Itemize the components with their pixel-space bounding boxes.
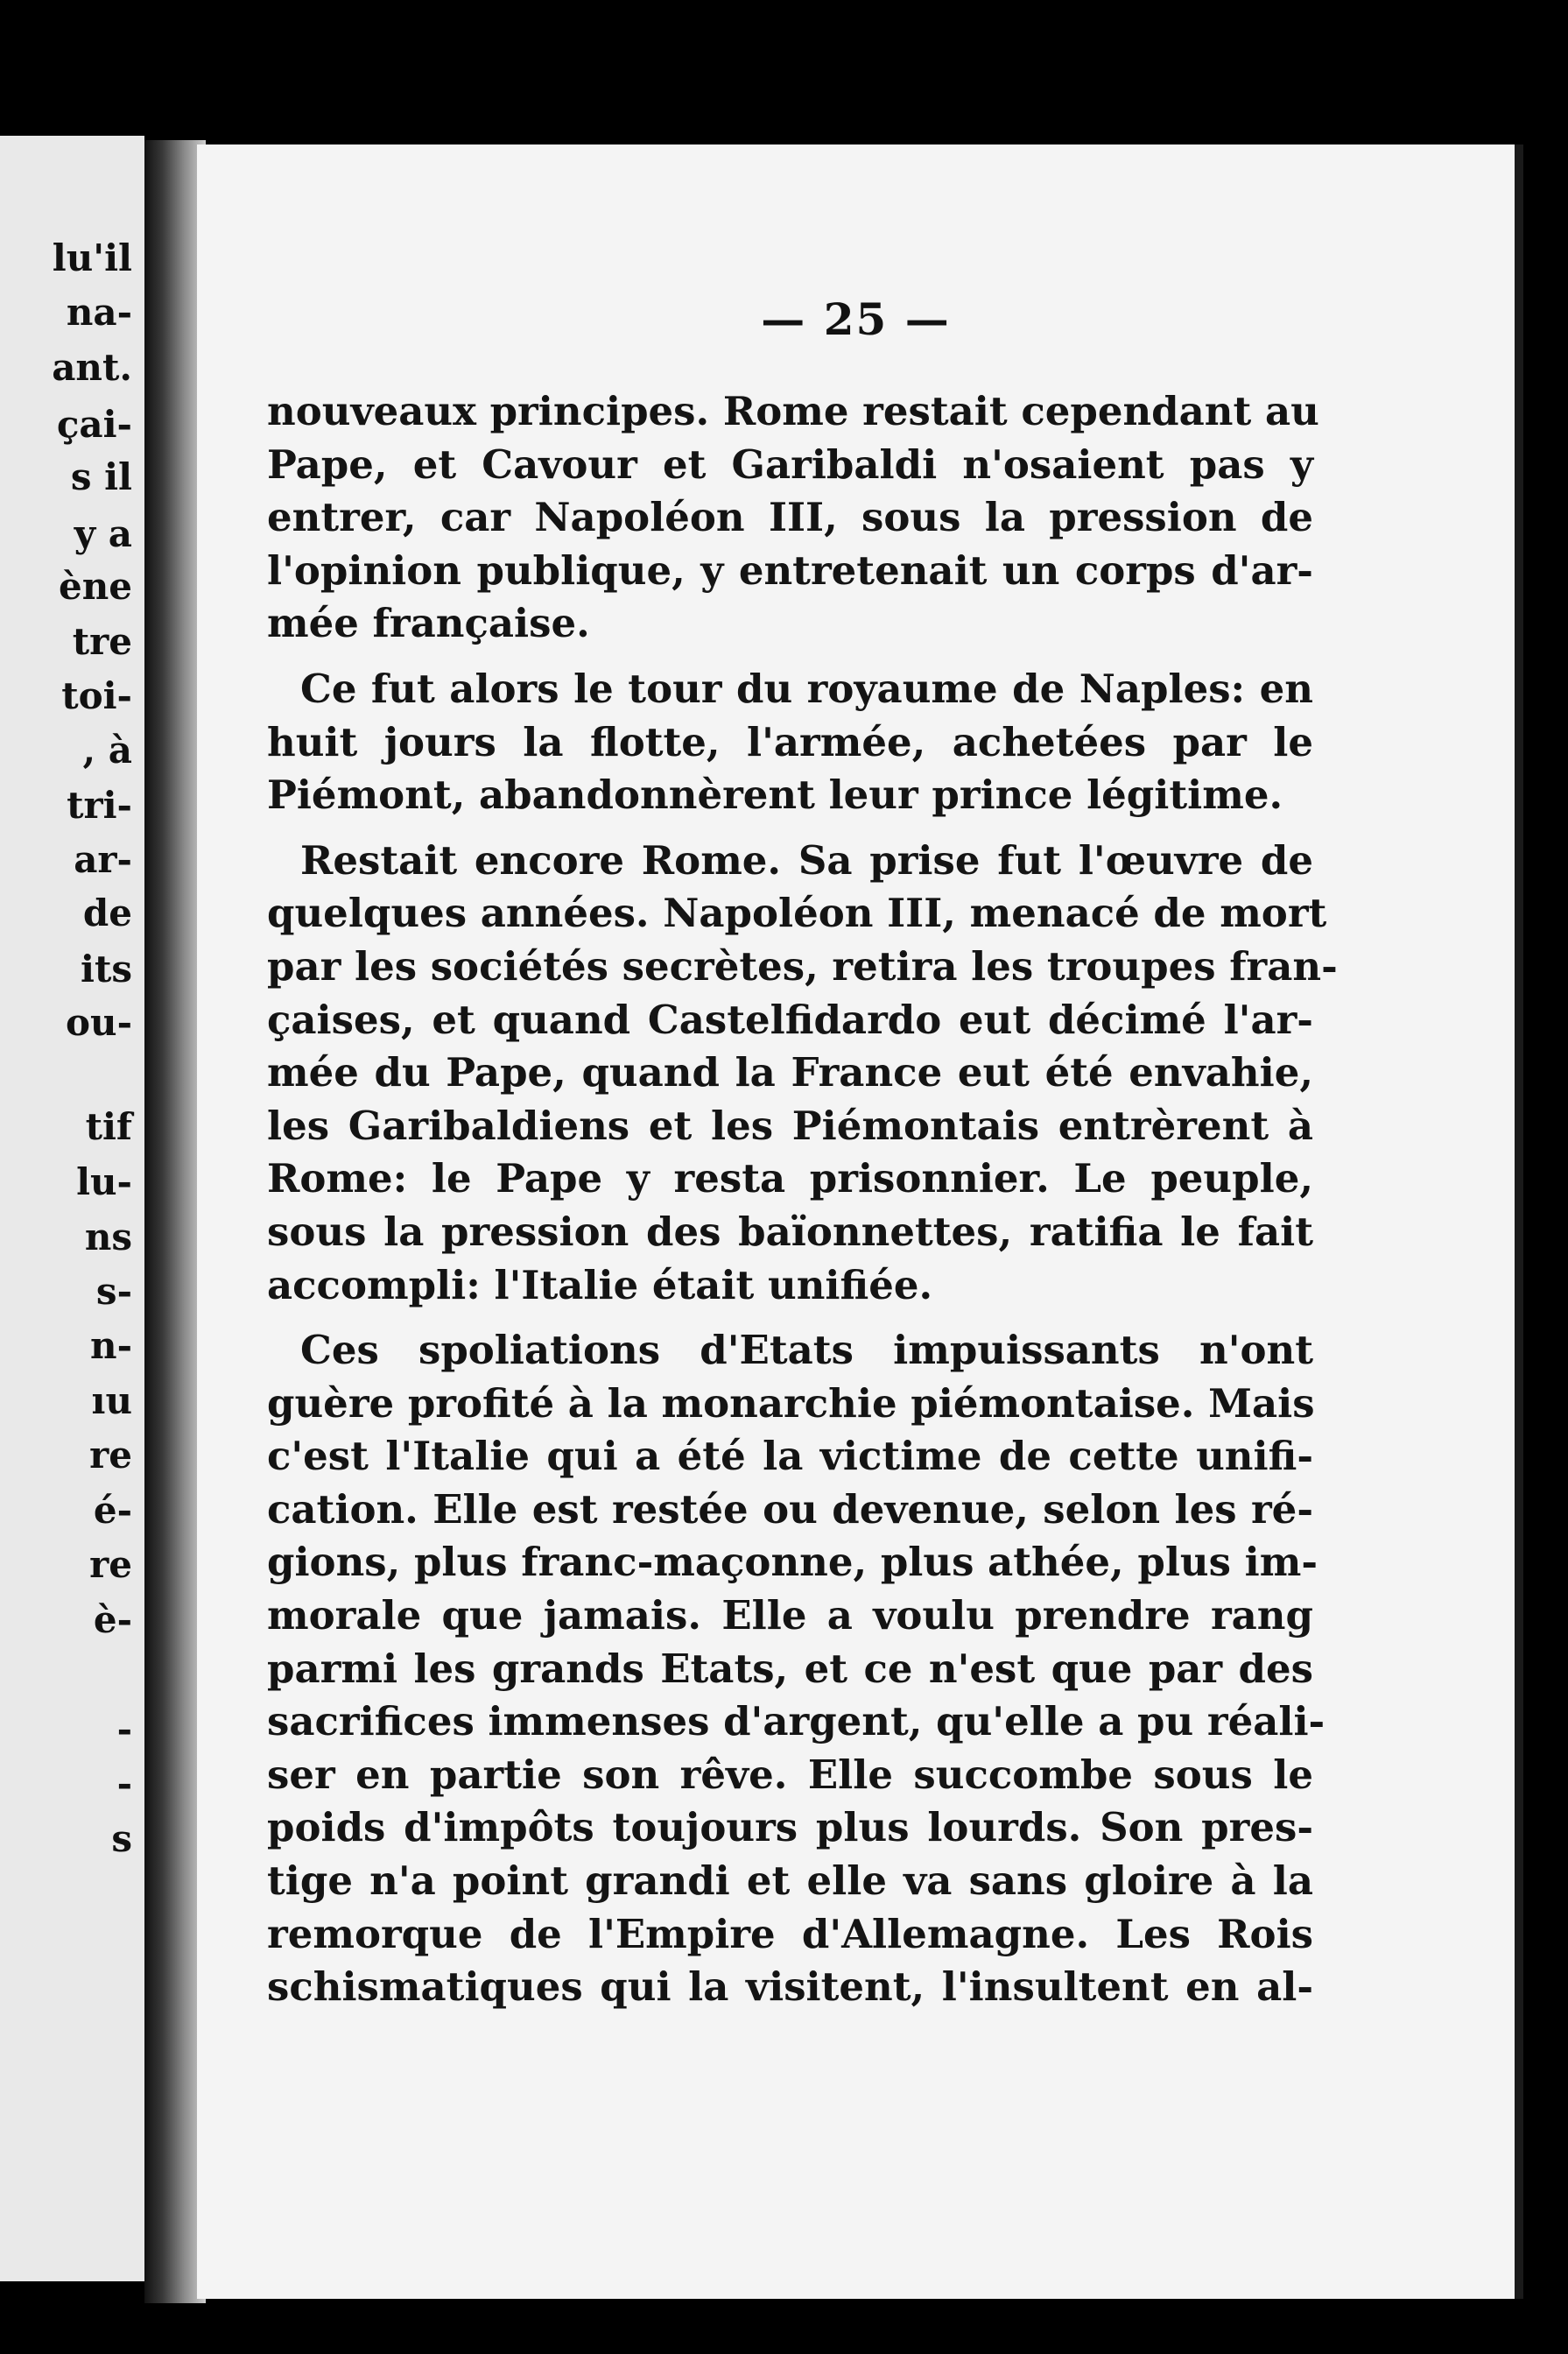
paragraph-gap xyxy=(267,1312,1313,1324)
facing-page-line: lu'il xyxy=(52,236,132,279)
page-text xyxy=(267,385,1338,2014)
paragraph-line: entrer, car Napoléon III, sous la pression de xyxy=(267,494,1313,541)
paragraph-line: sacrifices immenses d'argent, qu'elle a pu réali- xyxy=(267,1698,1325,1745)
facing-page-line: toi- xyxy=(61,674,132,717)
facing-page-fragment xyxy=(0,136,144,2281)
facing-page-line: tri- xyxy=(67,784,132,827)
paragraph-line: accompli: l'Italie était unifiée. xyxy=(267,1261,933,1308)
paragraph-line: mée du Pape, quand la France eut été envahie, xyxy=(267,1049,1313,1096)
paragraph-line: ser en partie son rêve. Elle succombe sous le xyxy=(267,1751,1313,1798)
paragraph-line: remorque de l'Empire d'Allemagne. Les Rois xyxy=(267,1910,1313,1957)
paragraph-line: c'est l'Italie qui a été la victime de cette unifi- xyxy=(267,1433,1313,1480)
facing-page-line: its xyxy=(80,948,132,990)
paragraph-line: huit jours la flotte, l'armée, achetées par le xyxy=(267,718,1313,765)
paragraph-line: Pape, et Cavour et Garibaldi n'osaient pas y xyxy=(267,440,1313,488)
paragraph-line: les Garibaldiens et les Piémontais entrèrent à xyxy=(267,1102,1313,1149)
paragraph-line: Restait encore Rome. Sa prise fut l'œuvre de xyxy=(300,836,1313,884)
paragraph-line: cation. Elle est restée ou devenue, selon les ré- xyxy=(267,1485,1313,1533)
facing-page-line: ou- xyxy=(66,1001,132,1044)
paragraph-gap xyxy=(267,822,1313,835)
paragraph-line: Piémont, abandonnèrent leur prince légitime. xyxy=(267,772,1283,819)
facing-page-line: re xyxy=(89,1434,132,1477)
facing-page-line: y a xyxy=(74,512,132,555)
facing-page-line: re xyxy=(89,1543,132,1586)
paragraph-line: morale que jamais. Elle a voulu prendre rang xyxy=(267,1592,1313,1639)
facing-page-line: ns xyxy=(84,1216,132,1258)
paragraph-line: quelques années. Napoléon III, menacé de mort xyxy=(267,890,1327,937)
facing-page-line: ıu xyxy=(91,1379,132,1422)
facing-page-line: de xyxy=(82,892,132,934)
paragraph-line: Rome: le Pape y resta prisonnier. Le peuple, xyxy=(267,1155,1313,1202)
facing-page-line: ène xyxy=(59,565,132,608)
paragraph-line: tige n'a point grandi et elle va sans gloire à la xyxy=(267,1857,1313,1905)
paragraph-line: poids d'impôts toujours plus lourds. Son pres- xyxy=(267,1804,1313,1851)
paragraph-line: l'opinion publique, y entretenait un corps d'ar- xyxy=(267,546,1313,594)
facing-page-line: lu- xyxy=(76,1160,132,1203)
paragraph-line: Ces spoliations d'Etats impuissants n'ont xyxy=(300,1327,1313,1374)
facing-page-line: - xyxy=(116,1762,132,1805)
facing-page-line: s xyxy=(111,1817,132,1860)
book-page xyxy=(197,144,1523,2299)
paragraph-gap xyxy=(267,651,1313,663)
paragraph-line: guère profité à la monarchie piémontaise. Mais xyxy=(267,1379,1315,1427)
facing-page-line: tre xyxy=(72,620,132,663)
facing-page-line: tif xyxy=(85,1105,132,1148)
paragraph-line: çaises, et quand Castelfidardo eut décimé l'ar- xyxy=(267,996,1313,1043)
paragraph-line: gions, plus franc-maçonne, plus athée, plus im- xyxy=(267,1539,1318,1586)
paragraph-line: schismatiques qui la visitent, l'insultent en al- xyxy=(267,1963,1313,2011)
paragraph-line: nouveaux principes. Rome restait cependant au xyxy=(267,388,1319,434)
facing-page-line: s- xyxy=(95,1270,132,1313)
paragraph-line: parmi les grands Etats, et ce n'est que par des xyxy=(267,1645,1313,1692)
facing-page-line: s il xyxy=(70,455,132,498)
facing-page-line: na- xyxy=(66,291,132,334)
page-number: — 25 — xyxy=(761,293,951,345)
facing-page-line: ant. xyxy=(52,346,132,389)
paragraph-line: par les sociétés secrètes, retira les troupes fran- xyxy=(267,942,1338,990)
paragraph-line: Ce fut alors le tour du royaume de Naples: en xyxy=(300,665,1313,712)
paragraph-line: mée française. xyxy=(267,600,590,647)
facing-page-line: é- xyxy=(93,1489,132,1532)
facing-page-line: çai- xyxy=(56,403,132,446)
paragraph-line: sous la pression des baïonnettes, ratifia le fait xyxy=(267,1208,1313,1255)
facing-page-line: ar- xyxy=(74,838,132,881)
facing-page-line: - xyxy=(116,1708,132,1751)
facing-page-line: , à xyxy=(82,729,132,772)
facing-page-line: n- xyxy=(90,1324,132,1367)
facing-page-line: è- xyxy=(93,1598,132,1641)
